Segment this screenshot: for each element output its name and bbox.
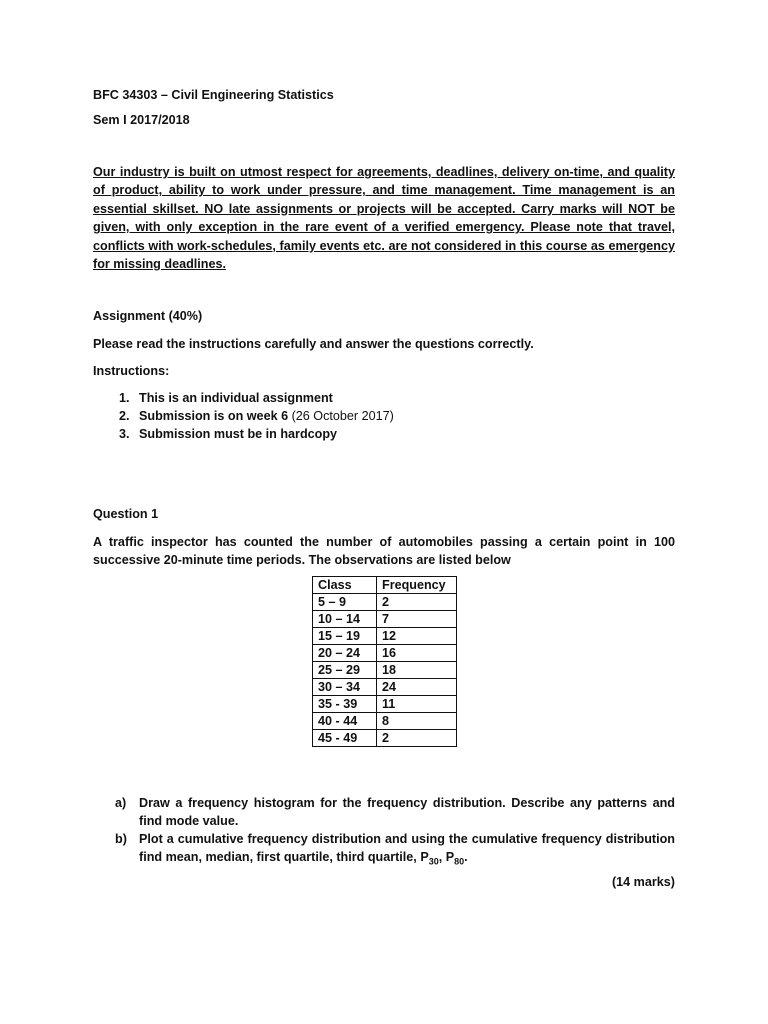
part-text: Draw a frequency histogram for the frequency distribution. Describe any patterns and find mode value. [139,796,675,829]
frequency-cell: 11 [377,696,457,713]
class-cell: 5 – 9 [313,594,377,611]
instruction-text: This is an individual assignment [139,391,333,406]
document-page [93,84,675,891]
table-row [313,696,457,713]
frequency-cell: 2 [377,594,457,611]
class-cell: 30 – 34 [313,679,377,696]
table-row [313,662,457,679]
instruction-number: 2. [119,409,130,424]
question-1-parts [93,794,675,866]
frequency-cell: 16 [377,645,457,662]
frequency-cell: 7 [377,611,457,628]
instructions-label: Instructions: [93,364,170,379]
column-header-class: Class [313,577,377,594]
class-cell: 25 – 29 [313,662,377,679]
class-cell: 15 – 19 [313,628,377,645]
frequency-cell: 24 [377,679,457,696]
frequency-cell: 12 [377,628,457,645]
percentile-80: $P_{80}$ [445,850,465,867]
instruction-item [93,389,675,407]
question-part-b [93,830,675,866]
frequency-cell: 18 [377,662,457,679]
instruction-text: Submission must be in hardcopy [139,427,338,442]
class-cell: 40 - 44 [313,713,377,730]
frequency-cell: 8 [377,713,457,730]
part-label: b) [115,832,127,847]
instructions-intro: Please read the instructions carefully and answer the questions correctly. [93,337,534,352]
part-label: a) [115,796,127,811]
instruction-number: 1. [119,391,130,406]
part-text: Plot a cumulative frequency distribution and using the cumulative frequency distribution find mean, median, first quartile, third quartile, $P_{30}$, $P_{80}$. [139,832,675,867]
instruction-item [93,425,675,443]
class-cell: 10 – 14 [313,611,377,628]
deadline-policy-notice: Our industry is built on utmost respect for agreements, deadlines, delivery on-time, and quality of product, ability to work under pressure, and time management. Time management is an essential skillset. NO late assignments or projects will be accepted. Carry marks will NOT be given, with only exception in the rare event of a verified emergency. Please note that travel, conflicts with work-schedules, family events etc. are not considered in this course as emergency for missing deadlines. [93,165,675,272]
instruction-item [93,407,675,425]
class-cell: 45 - 49 [313,730,377,747]
instructions-list [93,389,675,443]
instruction-text: Submission is on week 6 (26 October 2017) [139,409,394,424]
percentile-30: $P_{30}$ [420,850,439,867]
table-row [313,594,457,611]
question-part-a [93,794,675,830]
assignment-heading: Assignment (40%) [93,309,203,324]
class-cell: 20 – 24 [313,645,377,662]
frequency-cell: 2 [377,730,457,747]
table-row [313,611,457,628]
question-1-text: A traffic inspector has counted the number of automobiles passing a certain point in 100 successive 20-minute time periods. The observations are listed below [93,535,675,568]
table-row [313,679,457,696]
table-row [313,645,457,662]
marks-label: (14 marks) [611,875,675,890]
column-header-frequency: Frequency [377,577,457,594]
class-cell: 35 - 39 [313,696,377,713]
frequency-table [312,576,457,747]
table-row [313,730,457,747]
submission-week: week 6 [246,409,289,424]
table-row [313,628,457,645]
table-row [313,713,457,730]
table-header-row [313,577,457,594]
course-title: BFC 34303 – Civil Engineering Statistics [93,88,334,102]
question-1-heading: Question 1 [93,507,159,522]
semester-label: Sem I 2017/2018 [93,113,190,127]
instruction-number: 3. [119,427,130,442]
